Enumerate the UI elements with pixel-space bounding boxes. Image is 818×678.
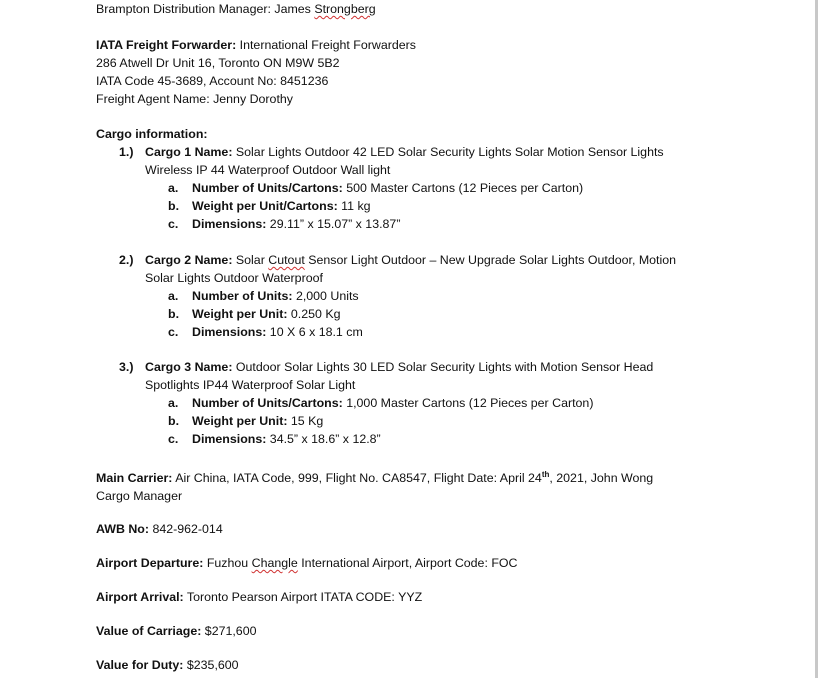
cargo-3-detail-letter: a. (168, 396, 179, 410)
arrival-line (96, 589, 422, 605)
cargo-3-dimensions (192, 431, 381, 447)
manager-surname: Strongberg (314, 2, 376, 16)
cargo-1-detail-letter: a. (168, 181, 179, 195)
detail-value: 10 X 6 x 18.1 cm (266, 325, 363, 339)
departure-value: Fuzhou (203, 556, 252, 570)
cargo-2-name-line2: Solar Lights Outdoor Waterproof (145, 271, 323, 285)
detail-value: 15 Kg (287, 414, 324, 428)
cargo-1-units (192, 180, 583, 196)
forwarder-codes: IATA Code 45-3689, Account No: 8451236 (96, 74, 329, 88)
detail-label: Dimensions: (192, 432, 267, 446)
cargo-1-name-value: Solar Lights Outdoor 42 LED Solar Security Lights Solar Motion Sensor Lights (232, 145, 664, 159)
cargo-3-name-line2: Spotlights IP44 Waterproof Solar Light (145, 378, 356, 392)
main-carrier-label: Main Carrier: (96, 471, 173, 485)
cargo-2-name (145, 252, 676, 268)
arrival-label: Airport Arrival: (96, 590, 184, 604)
cargo-1-name (145, 144, 664, 160)
duty-value: $235,600 (183, 658, 239, 672)
cargo-2-detail-letter: a. (168, 289, 179, 303)
detail-label: Number of Units/Cartons: (192, 396, 343, 410)
detail-value: 11 kg (337, 199, 371, 213)
arrival-value: Toronto Pearson Airport ITATA CODE: YYZ (183, 590, 423, 604)
cargo-1-number: 1.) (119, 145, 134, 159)
duty-value-line (96, 657, 239, 673)
departure-misspelled-word: Changle (251, 556, 298, 570)
cargo-3-weight (192, 413, 323, 429)
detail-value: 29.11” x 15.07” x 13.87” (266, 217, 401, 231)
carriage-label: Value of Carriage: (96, 624, 202, 638)
cargo-2-detail-letter: b. (168, 307, 180, 321)
detail-label: Number of Units: (192, 289, 293, 303)
ordinal-suffix: th (541, 470, 550, 479)
cargo-heading: Cargo information: (96, 127, 208, 141)
cargo-3-name-label: Cargo 3 Name: (145, 360, 233, 374)
cargo-2-name-value-rest: Sensor Light Outdoor – New Upgrade Solar Lights Outdoor, Motion (304, 253, 677, 267)
awb-label: AWB No: (96, 522, 149, 536)
distribution-manager-line (96, 1, 376, 17)
forwarder-line (96, 37, 416, 53)
carriage-value: $271,600 (201, 624, 257, 638)
cargo-2-name-misspelled-word: Cutout (268, 253, 305, 267)
departure-value-rest: International Airport, Airport Code: FOC (297, 556, 518, 570)
main-carrier-value: Air China, IATA Code, 999, Flight No. CA8547, Flight Date: April 24 (172, 471, 542, 485)
cargo-1-dimensions (192, 216, 400, 232)
cargo-2-weight (192, 306, 341, 322)
awb-value: 842-962-014 (149, 522, 223, 536)
detail-label: Weight per Unit/Cartons: (192, 199, 338, 213)
cargo-1-weight (192, 198, 371, 214)
detail-value: 2,000 Units (292, 289, 359, 303)
cargo-1-detail-letter: b. (168, 199, 180, 213)
cargo-2-name-value: Solar (232, 253, 269, 267)
forwarder-label: IATA Freight Forwarder: (96, 38, 237, 52)
departure-label: Airport Departure: (96, 556, 204, 570)
cargo-1-detail-letter: c. (168, 217, 179, 231)
cargo-3-units (192, 395, 593, 411)
awb-line (96, 521, 223, 537)
carriage-value-line (96, 623, 256, 639)
cargo-3-name (145, 359, 653, 375)
manager-label: Brampton Distribution Manager: James (96, 2, 315, 16)
duty-label: Value for Duty: (96, 658, 184, 672)
forwarder-address: 286 Atwell Dr Unit 16, Toronto ON M9W 5B2 (96, 56, 340, 70)
main-carrier-line (96, 467, 653, 486)
detail-value: 500 Master Cartons (12 Pieces per Carton) (342, 181, 584, 195)
detail-value: 1,000 Master Cartons (12 Pieces per Carton) (342, 396, 594, 410)
detail-label: Dimensions: (192, 217, 267, 231)
cargo-2-number: 2.) (119, 253, 134, 267)
forwarder-name: International Freight Forwarders (236, 38, 416, 52)
cargo-3-detail-letter: c. (168, 432, 179, 446)
cargo-2-units (192, 288, 359, 304)
freight-agent: Freight Agent Name: Jenny Dorothy (96, 92, 293, 106)
cargo-3-number: 3.) (119, 360, 134, 374)
detail-label: Weight per Unit: (192, 307, 288, 321)
detail-value: 0.250 Kg (287, 307, 341, 321)
departure-line (96, 555, 518, 571)
detail-label: Dimensions: (192, 325, 267, 339)
cargo-1-name-line2: Wireless IP 44 Waterproof Outdoor Wall light (145, 163, 391, 177)
cargo-3-detail-letter: b. (168, 414, 180, 428)
cargo-3-name-value: Outdoor Solar Lights 30 LED Solar Security Lights with Motion Sensor Head (232, 360, 654, 374)
carrier-manager-title: Cargo Manager (96, 489, 183, 503)
cargo-2-detail-letter: c. (168, 325, 179, 339)
cargo-2-name-label: Cargo 2 Name: (145, 253, 233, 267)
cargo-2-dimensions (192, 324, 363, 340)
detail-label: Number of Units/Cartons: (192, 181, 343, 195)
detail-label: Weight per Unit: (192, 414, 288, 428)
main-carrier-value-rest: , 2021, John Wong (549, 471, 654, 485)
cargo-1-name-label: Cargo 1 Name: (145, 145, 233, 159)
detail-value: 34.5” x 18.6” x 12.8” (266, 432, 381, 446)
